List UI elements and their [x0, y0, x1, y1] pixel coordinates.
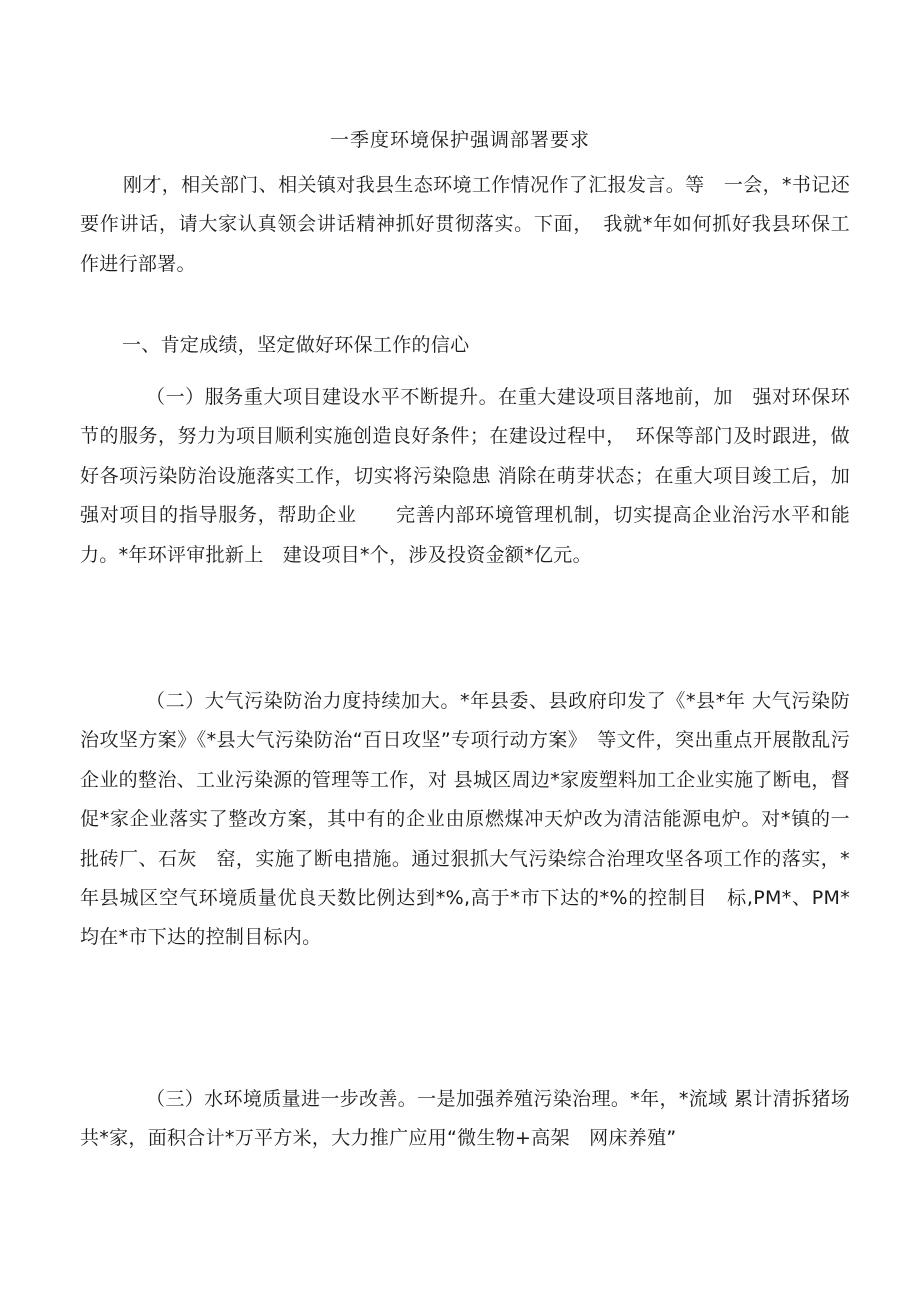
paragraph-1: （一）服务重大项目建设水平不断提升。在重大建设项目落地前，加 强对环保环节的服务，努力为项目顺利实施创造良好条件；在建设过程中， 环保等部门及时跟进，做好各项污染防治设施落实工作，切实将污染隐患 消除在萌芽状态；在重大项目竣工后，加强对项目的指导服务，帮助企业 完善内部环境管理机制，切实提高企业治污水平和能力。*年环评审批新上 建设项目*个，涉及投资金额*亿元。: [80, 386, 850, 566]
intro-paragraph: 刚才，相关部门、相关镇对我县生态环境工作情况作了汇报发言。等 一会，*书记还要作讲话，请大家认真领会讲话精神抓好贯彻落实。下面， 我就*年如何抓好我县环保工作进行部署。: [80, 174, 850, 275]
paragraph-3: （三）水环境质量进一步改善。一是加强养殖污染治理。*年，*流域 累计清拆猪场共*家，面积合计*万平方米，大力推广应用“微生物+高架 网床养殖”: [80, 1088, 850, 1150]
section-heading-1: 一、肯定成绩，坚定做好环保工作的信心: [122, 334, 470, 356]
document-title: 一季度环境保护强调部署要求: [329, 129, 590, 151]
paragraph-2: （二）大气污染防治力度持续加大。*年县委、县政府印发了《*县*年 大气污染防治攻坚方案》《*县大气污染防治“百日攻坚”专项行动方案》 等文件，突出重点开展散乱污企业的整治、工业污染源的管理等工作，对 县城区周边*家废塑料加工企业实施了断电，督促*家企业落实了整改方案，其中有的企业由原燃煤冲天炉改为清洁能源电炉。对*镇的一批砖厂、石灰 窑，实施了断电措施。通过狠抓大气污染综合治理攻坚各项工作的落实，* 年县城区空气环境质量优良天数比例达到*%,高于*市下达的*%的控制目 标,PM*、PM*均在*市下达的控制目标内。: [80, 690, 870, 949]
